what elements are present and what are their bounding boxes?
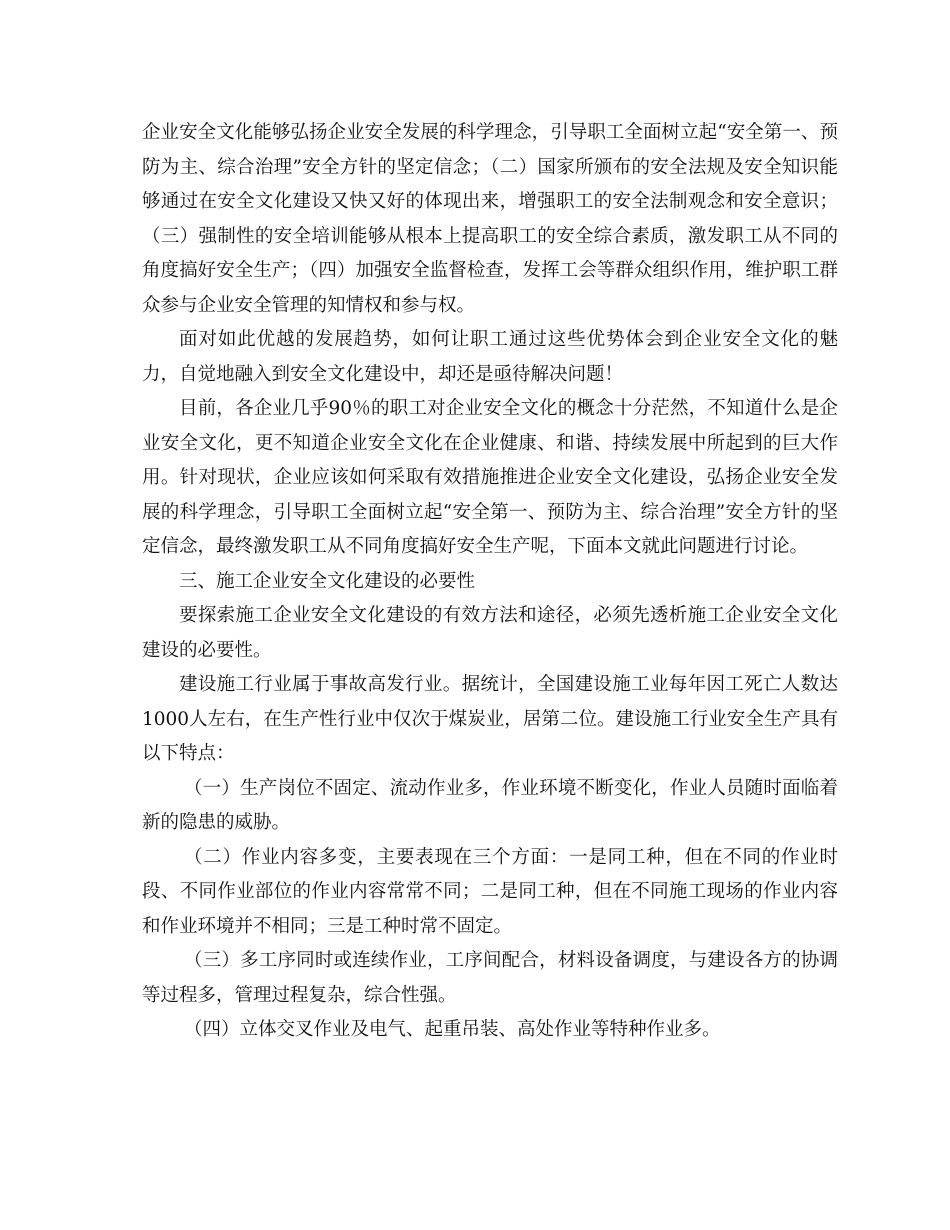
paragraph-development-trend: 面对如此优越的发展趋势，如何让职工通过这些优势体会到企业安全文化的魅力，自觉地融入到安全文化建设中，却还是亟待解决问题！ (142, 329, 838, 385)
document-body (142, 116, 838, 1048)
list-item-feature-2: （二）作业内容多变，主要表现在三个方面：一是同工种，但在不同的作业时段、不同作业部位的作业内容常常不同；二是同工种，但在不同施工现场的作业内容和作业环境并不相同；三是工种时常不固定。 (142, 846, 838, 937)
paragraph-accident-statistics: 建设施工行业属于事故高发行业。据统计，全国建设施工业每年因工死亡人数达1000人左右，在生产性行业中仅次于煤炭业，居第二位。建设施工行业安全生产具有以下特点： (142, 674, 838, 764)
paragraph-explore-methods: 要探索施工企业安全文化建设的有效方法和途径，必须先透析施工企业安全文化建设的必要性。 (142, 605, 838, 661)
list-item-feature-1: （一）生产岗位不固定、流动作业多，作业环境不断变化，作业人员随时面临着新的隐患的威胁。 (142, 777, 838, 833)
list-item-feature-3: （三）多工序同时或连续作业，工序间配合，材料设备调度，与建设各方的协调等过程多，管理过程复杂，综合性强。 (142, 950, 838, 1006)
list-item-feature-4: （四）立体交叉作业及电气、起重吊装、高处作业等特种作业多。 (184, 1019, 721, 1040)
section-heading-necessity: 三、施工企业安全文化建设的必要性 (179, 570, 476, 592)
paragraph-current-situation: 目前，各企业几乎90％的职工对企业安全文化的概念十分茫然，不知道什么是企业安全文化，更不知道企业安全文化在企业健康、和谐、持续发展中所起到的巨大作用。针对现状，企业应该如何采取有效措施推进企业安全文化建设，弘扬企业安全发展的科学理念，引导职工全面树立起“安全第一、预防为主、综合治理”安全方针的坚定信念，最终激发职工从不同角度搞好安全生产呢，下面本文就此问题进行讨论。 (142, 398, 838, 557)
paragraph-safety-culture-benefits: 企业安全文化能够弘扬企业安全发展的科学理念，引导职工全面树立起“安全第一、预防为主、综合治理”安全方针的坚定信念；（二）国家所颁布的安全法规及安全知识能够通过在安全文化建设又快又好的体现出来，增强职工的安全法制观念和安全意识；（三）强制性的安全培训能够从根本上提高职工的安全综合素质，激发职工从不同的角度搞好安全生产；（四）加强安全监督检查，发挥工会等群众组织作用，维护职工群众参与企业安全管理的知情权和参与权。 (142, 122, 838, 316)
